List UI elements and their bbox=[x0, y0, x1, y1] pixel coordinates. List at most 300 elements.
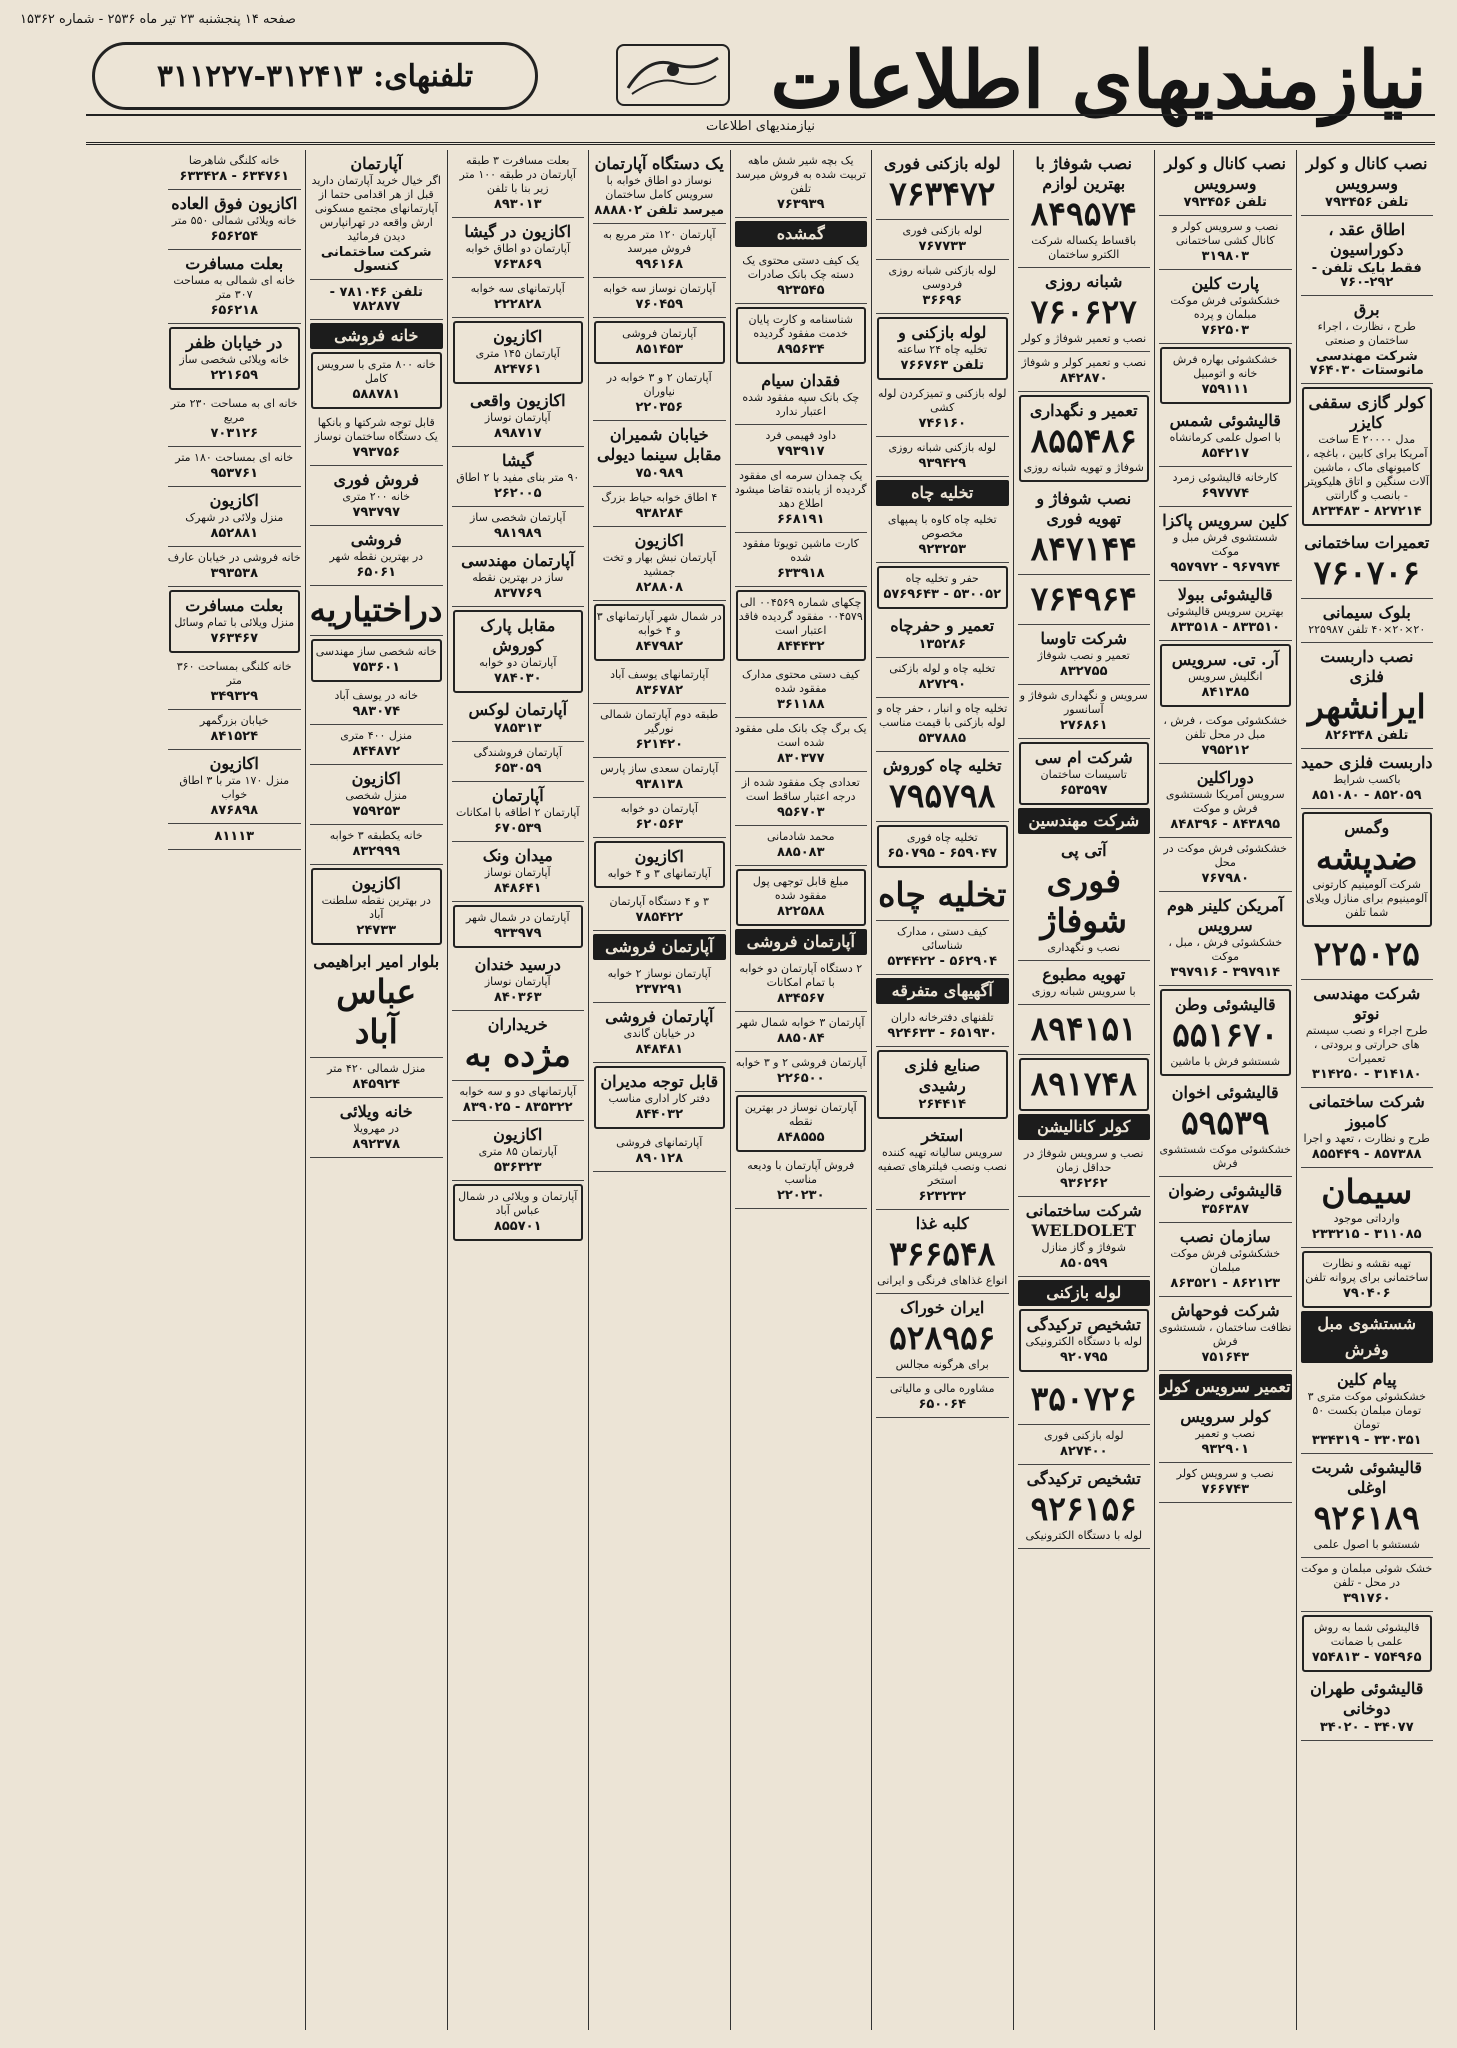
ad-heading: آپارتمان bbox=[491, 786, 544, 805]
classified-ad bbox=[1159, 710, 1292, 764]
classified-ad bbox=[1301, 930, 1434, 980]
classified-ad bbox=[876, 220, 1009, 260]
section-heading: لوله بازکنی bbox=[1018, 1280, 1151, 1306]
ad-body: تعمیر و نصب شوفاژ bbox=[1037, 649, 1130, 662]
ad-phone: ۹۲۰۷۹۵ bbox=[1059, 1350, 1108, 1365]
ad-phone: ۷۶۷۹۸۰ bbox=[1201, 871, 1250, 886]
ad-heading: آمریکن کلینر هوم سرویس bbox=[1167, 896, 1284, 935]
ad-phone: ۸۴۱۳۸۵ bbox=[1201, 685, 1250, 700]
ad-body: ۹۰ متر بنای مفید با ۲ اطاق bbox=[456, 471, 580, 484]
ad-heading: اکازیون bbox=[209, 754, 259, 773]
ad-phone: ۸۵۵۷۰۱ bbox=[493, 1219, 542, 1234]
ad-heading: آپارتمان مهندسی bbox=[461, 551, 575, 570]
page-info: صفحه ۱۴ پنجشنبه ۲۳ تیر ماه ۲۵۳۶ - شماره ۱۵۳۶۲ bbox=[20, 11, 296, 27]
ad-phone: ۲۳۷۲۹۱ bbox=[635, 982, 684, 997]
ad-phone: ۶۲۳۲۳۲ bbox=[918, 1189, 967, 1204]
ad-large-text: تخلیه چاه bbox=[878, 875, 1007, 914]
ad-phone: ۶۵۹۰۴۷ - ۶۵۰۷۹۵ bbox=[887, 846, 998, 861]
ad-body: آپارتمان در شمال شهر bbox=[465, 911, 570, 924]
classified-ad bbox=[452, 842, 585, 902]
ad-phone: ۸۹۸۷۱۷ bbox=[493, 426, 542, 441]
classified-ad bbox=[876, 1007, 1009, 1047]
ad-phone: ۷۵۳۶۰۱ bbox=[352, 660, 401, 675]
classified-ad bbox=[168, 190, 302, 250]
ad-heading: ایران خوراک bbox=[900, 1298, 985, 1317]
ad-phone: ۸۴۸۶۴۱ bbox=[493, 881, 542, 896]
classified-ad bbox=[877, 317, 1008, 380]
ad-body: شوفاژ و گاز منازل bbox=[1041, 1241, 1126, 1254]
classified-ad bbox=[1159, 1403, 1292, 1463]
classified-ad bbox=[594, 604, 725, 661]
ad-phone: ۸۶۲۱۲۳ - ۸۶۳۵۲۱ bbox=[1170, 1276, 1281, 1291]
ad-body: آپارتمان دو خوابه bbox=[620, 802, 698, 815]
ad-heading: آر. تی. سرویس bbox=[1171, 650, 1279, 669]
ad-large-text: مژده به bbox=[464, 1035, 571, 1074]
ad-body: آپارتمان نوساز bbox=[484, 866, 551, 879]
classified-ad bbox=[310, 412, 443, 466]
ad-columns bbox=[22, 150, 1437, 2030]
ad-body: طرح اجراء و نصب سیستم های حرارتی و برودتی ، تعمیرات bbox=[1305, 1024, 1428, 1065]
ad-body: مدل E ۲۰۰۰۰ ساخت آمریکا برای کابین ، باغچه ، کامیونهای ماک ، ماشین آلات سنگین و اتاق هلیکوپتر - بانصب و گارانتی bbox=[1304, 433, 1429, 502]
ad-phone: ۸۴۰۳۶۳ bbox=[493, 990, 542, 1005]
classified-ad bbox=[735, 718, 868, 772]
ad-phone: ۹۳۳۹۷۹ bbox=[493, 926, 542, 941]
ad-large-text: ۸۹۴۱۵۱ bbox=[1030, 1009, 1137, 1048]
ad-body: فروش آپارتمان با ودیعه مناسب bbox=[747, 1159, 855, 1186]
classified-ad bbox=[168, 750, 302, 824]
ad-heading: شرکت ساختمانی WELDOLET bbox=[1025, 1201, 1142, 1240]
ad-body: خانه شخصی ساز مهندسی bbox=[315, 645, 437, 658]
ad-large-text: ۵۹۵۳۹ bbox=[1180, 1103, 1270, 1142]
ad-column bbox=[305, 150, 447, 2030]
classified-ad bbox=[735, 250, 868, 304]
classified-ad bbox=[876, 437, 1009, 477]
ad-heading: کولر سرویس bbox=[1180, 1407, 1271, 1426]
classified-ad bbox=[452, 218, 585, 278]
classified-ad bbox=[452, 1081, 585, 1121]
ad-column bbox=[164, 150, 306, 2030]
ad-body: یک چمدان سرمه ای مفقود گردیده از یابنده تقاضا میشود اطلاع دهد bbox=[734, 469, 867, 510]
ad-body: در شمال شهر آپارتمانهای ۳ و ۴ خوابه bbox=[596, 610, 722, 637]
classified-ad bbox=[876, 1210, 1009, 1294]
classified-ad bbox=[168, 656, 302, 710]
classified-ad bbox=[1301, 749, 1434, 809]
ad-body: ساز در بهترین نقطه bbox=[472, 571, 564, 584]
ad-phone: ۲۶۴۴۱۴ bbox=[918, 1097, 967, 1112]
classified-ad bbox=[453, 321, 584, 384]
ad-heading: بلوک سیمانی bbox=[1322, 603, 1411, 622]
ad-large-text: ۷۶۴۹۶۴ bbox=[1030, 579, 1137, 618]
ad-phone: ۵۳۶۳۲۳ bbox=[493, 1160, 542, 1175]
classified-ad bbox=[1159, 407, 1292, 467]
classified-ad bbox=[1159, 581, 1292, 641]
ad-phone: ۷۶۳۸۶۹ bbox=[493, 257, 542, 272]
classified-ad bbox=[1018, 1465, 1151, 1549]
ad-phone: ۳۱۹۸۰۳ bbox=[1201, 249, 1250, 264]
classified-ad bbox=[452, 782, 585, 842]
ad-body: کیف دستی ، مدارک شناسائی bbox=[897, 925, 988, 952]
classified-ad bbox=[736, 869, 867, 926]
classified-ad bbox=[1301, 1675, 1434, 1741]
classified-ad bbox=[1159, 1297, 1292, 1371]
ad-body: شستشو فرش با ماشین bbox=[1170, 1055, 1281, 1068]
classified-ad bbox=[593, 224, 726, 278]
classified-ad bbox=[169, 590, 301, 653]
ad-body: انواع غذاهای فرنگی و ایرانی bbox=[877, 1274, 1008, 1287]
ad-body: آپارتمان نوساز سه خوابه bbox=[603, 282, 716, 295]
ad-body: ۴ اطاق خوابه حیاط بزرگ bbox=[601, 491, 718, 504]
ad-phone: ۱۳۵۲۸۶ bbox=[918, 637, 967, 652]
ad-body: آپارتمان دو خوابه bbox=[479, 656, 557, 669]
classified-ad bbox=[310, 150, 443, 280]
ad-body: قابل توجه شرکتها و بانکها یک دستگاه ساختمان نوساز bbox=[314, 416, 438, 443]
ad-heading: فروش فوری bbox=[333, 470, 419, 489]
ad-body: آپارتمان ۲ اطاقه با امکانات bbox=[456, 806, 580, 819]
ad-heading: پیام کلین bbox=[1336, 1370, 1397, 1389]
classified-ad bbox=[877, 566, 1008, 609]
classified-ad bbox=[1018, 1143, 1151, 1197]
classified-ad bbox=[876, 509, 1009, 563]
ad-phone: ۳۹۱۷۶۰ bbox=[1342, 1591, 1391, 1606]
ad-phone: ۷۶۰۴۵۹ bbox=[635, 297, 684, 312]
ad-phone: ۷۵۹۱۱۱ bbox=[1201, 382, 1250, 397]
section-heading: کولر کانالیشن bbox=[1018, 1114, 1151, 1140]
ad-phone: ۷۵۴۹۶۵ - ۷۵۴۸۱۳ bbox=[1311, 1650, 1422, 1665]
ad-heading: اکازیون bbox=[493, 1125, 543, 1144]
ad-phone: ۹۳۸۲۸۴ bbox=[635, 506, 684, 521]
classified-ad bbox=[1301, 599, 1434, 643]
ad-body: آپارتمانهای دو و سه خوابه bbox=[459, 1085, 577, 1098]
classified-ad bbox=[1301, 1366, 1434, 1454]
ad-large-text: ۷۶۰۷۰۶ bbox=[1313, 553, 1420, 592]
ad-phone: ۸۹۳۰۱۳ bbox=[493, 197, 542, 212]
ad-body: لوله بازکنی شبانه روزی فردوسی bbox=[888, 264, 997, 291]
ad-body: آپارتمان نبش بهار و تخت جمشید bbox=[602, 551, 716, 578]
ad-heading: در خیابان ظفر bbox=[186, 333, 283, 352]
classified-ad bbox=[1159, 1079, 1292, 1177]
ad-heading: تشخیص ترکیدگی bbox=[1026, 1469, 1141, 1488]
ad-body: نصب و نگهداری bbox=[1047, 941, 1121, 954]
classified-ad bbox=[735, 367, 868, 425]
ad-body: نصب و سرویس کولر bbox=[1176, 1467, 1274, 1480]
masthead-title: نیازمندیهای اطلاعات bbox=[770, 35, 1427, 126]
classified-ad bbox=[1018, 961, 1151, 1005]
ad-body: خانه یکطبقه ۳ خوابه bbox=[329, 829, 423, 842]
ad-phone: ۸۴۱۵۲۴ bbox=[210, 729, 259, 744]
ad-body: کیف دستی محتوی مدارک مفقود شده bbox=[741, 668, 860, 695]
ad-large-text: دراختیاریه bbox=[309, 590, 443, 629]
ad-body: طبقه دوم آپارتمان شمالی نورگیر bbox=[600, 708, 719, 735]
ad-body: آپارتمان فروشی bbox=[622, 327, 697, 340]
ad-phone: ۷۸۵۳۱۳ bbox=[493, 721, 542, 736]
classified-ad bbox=[1018, 268, 1151, 352]
classified-ad bbox=[452, 507, 585, 547]
ad-body: آپارتمانهای ۳ و ۴ خوابه bbox=[607, 867, 711, 880]
ad-heading: میدان ونک bbox=[482, 846, 553, 865]
ad-phone: ۹۶۷۹۷۴ - ۹۵۷۹۷۲ bbox=[1170, 560, 1281, 575]
ad-large-text: ۳۵۰۷۲۶ bbox=[1030, 1379, 1137, 1418]
ad-heading: تعمیر و حفرچاه bbox=[890, 616, 995, 635]
classified-ad bbox=[310, 1098, 443, 1158]
ad-body: لوله بازکنی و تمیزکردن لوله کشی bbox=[878, 387, 1007, 414]
classified-ad bbox=[1301, 1454, 1434, 1558]
ad-phone: ۶۵۶۲۵۴ bbox=[210, 229, 259, 244]
classified-ad bbox=[1159, 764, 1292, 838]
classified-ad bbox=[735, 1155, 868, 1209]
ad-body: خانه ای شمالی به مساحت ۳۰۷ متر bbox=[173, 274, 296, 301]
ad-phone: ۲۲۱۶۵۹ bbox=[210, 368, 259, 383]
ad-heading: شرکت مهندسی نوتو bbox=[1313, 984, 1421, 1023]
ad-phone: ۷۶۲۵۰۳ bbox=[1201, 323, 1250, 338]
classified-ad bbox=[735, 533, 868, 587]
classified-ad bbox=[168, 250, 302, 324]
ad-body: تهیه نقشه و نظارت ساختمانی برای پروانه تلفن bbox=[1305, 1257, 1429, 1284]
classified-ad bbox=[1019, 742, 1150, 805]
ad-heading: نصب شوفاژ و تهویه فوری bbox=[1036, 489, 1132, 528]
classified-ad bbox=[735, 772, 868, 826]
classified-ad bbox=[1018, 1425, 1151, 1465]
ad-phone: تلفن ۷۹۳۴۵۶ bbox=[1325, 195, 1409, 210]
ad-heading: فقدان سیام bbox=[761, 371, 841, 390]
ad-phone: ۹۵۶۷۰۳ bbox=[776, 805, 825, 820]
classified-ad bbox=[593, 278, 726, 318]
ad-body: داود فهیمی فرد bbox=[765, 429, 837, 442]
ad-phone: ۳۱۴۱۸۰ - ۳۱۴۲۵۰ bbox=[1311, 1067, 1422, 1082]
classified-ad bbox=[452, 278, 585, 318]
ad-large-text: سیمان bbox=[1321, 1172, 1413, 1211]
ad-phone: ۸۲۷۲۱۴ - ۸۲۳۴۸۳ bbox=[1311, 504, 1422, 519]
ad-heading: قالیشوئی طهران دوخانی bbox=[1310, 1679, 1424, 1718]
ad-body: یک برگ چک بانک ملی مفقود شده است bbox=[734, 722, 867, 749]
ad-phone: ۳۴۹۳۲۹ bbox=[210, 689, 259, 704]
ad-large-text: ۹۲۶۱۵۶ bbox=[1030, 1489, 1137, 1528]
ad-body: خانه ۸۰۰ متری با سرویس کامل bbox=[316, 358, 436, 385]
ad-phone: ۸۴۴۰۳۲ bbox=[635, 1107, 684, 1122]
masthead-emblem-logo bbox=[616, 44, 730, 106]
ad-phone: تلفن ۷۶۶۷۶۳ bbox=[900, 358, 984, 373]
ad-phone: ۹۹۶۱۶۸ bbox=[635, 257, 684, 272]
classified-ad bbox=[1159, 838, 1292, 892]
ad-body: تخلیه چاه و انبار ، حفر چاه و لوله بازکنی با قیمت مناسب bbox=[877, 702, 1008, 729]
ad-body: خشکشوئی بهاره فرش خانه و اتومبیل bbox=[1172, 353, 1278, 380]
classified-ad bbox=[1018, 575, 1151, 625]
ad-heading: اکازیون bbox=[209, 491, 259, 510]
ad-phone: ۲۷۶۸۶۱ bbox=[1059, 718, 1108, 733]
ad-phone: ۸۴۲۸۷۰ bbox=[1059, 371, 1108, 386]
ad-body: آپارتمان ۳ خوابه شمال شهر bbox=[737, 1016, 865, 1029]
ad-heading: بعلت مسافرت bbox=[185, 254, 284, 273]
ad-body: ۲ دستگاه آپارتمان دو خوابه با تمام امکانات bbox=[739, 962, 863, 989]
classified-ad bbox=[168, 447, 302, 487]
ad-heading: نصب کانال و کولر وسرویس bbox=[1305, 154, 1428, 193]
ad-phone: ۹۲۳۵۴۵ bbox=[776, 283, 825, 298]
ad-phone: ۸۵۰۵۹۹ bbox=[1059, 1256, 1108, 1271]
ad-body: ۳ و ۴ دستگاه آپارتمان bbox=[609, 895, 709, 908]
classified-ad bbox=[452, 387, 585, 447]
ad-body: سرویس و نگهداری شوفاژ و آسانسور bbox=[1019, 689, 1148, 716]
ad-phone: ۸۲۴۷۶۱ bbox=[493, 362, 542, 377]
ad-heading: اکازیون bbox=[493, 327, 543, 346]
ad-body: نصب و تعمیر کولر و شوفاژ bbox=[1021, 356, 1147, 369]
ad-body: آپارتمان نوساز در بهترین نقطه bbox=[744, 1101, 857, 1128]
classified-ad bbox=[594, 1066, 725, 1129]
classified-ad bbox=[452, 951, 585, 1011]
ad-body: برای هرگونه مجالس bbox=[895, 1358, 989, 1371]
classified-ad bbox=[1301, 1088, 1434, 1168]
ad-phone: ۷۶۳۴۶۷ bbox=[210, 631, 259, 646]
classified-ad bbox=[593, 1003, 726, 1063]
ad-heading: آتی پی bbox=[1060, 841, 1107, 860]
ad-large-text: ۷۶۰۶۲۷ bbox=[1030, 292, 1137, 331]
ad-body: مشاوره مالی و مالیاتی bbox=[889, 1382, 995, 1395]
classified-ad bbox=[876, 871, 1009, 921]
ad-heading: سازمان نصب bbox=[1179, 1227, 1271, 1246]
ad-large-text: ضدپشه bbox=[1315, 838, 1418, 877]
ad-heading: نصب کانال و کولر وسرویس bbox=[1164, 154, 1286, 193]
classified-ad bbox=[735, 425, 868, 465]
ad-body: خیابان بزرگمهر bbox=[199, 714, 269, 727]
ad-body: خانه در یوسف آباد bbox=[334, 689, 419, 702]
ad-phone: ۸۳۷۷۶۹ bbox=[493, 586, 542, 601]
classified-ad bbox=[168, 547, 302, 587]
classified-ad bbox=[310, 1058, 443, 1098]
ad-phone: ۵۳۷۸۸۵ bbox=[918, 731, 967, 746]
ad-heading: اکازیون واقعی bbox=[469, 391, 566, 410]
ad-phone: ۸۷۶۸۹۸ bbox=[210, 803, 259, 818]
ad-phone: ۸۴۳۸۹۵ - ۸۴۸۳۹۶ bbox=[1170, 817, 1281, 832]
ad-large-text: ۸۴۹۵۷۴ bbox=[1030, 194, 1137, 233]
ad-body: آپارتمان ۸۵ متری bbox=[478, 1145, 557, 1158]
ad-body: در بهترین نقطه شهر bbox=[329, 550, 424, 563]
ad-body: منزل ۴۰۰ متری bbox=[340, 729, 413, 742]
classified-ad bbox=[735, 664, 868, 718]
ad-phone: ۹۳۹۴۲۹ bbox=[918, 456, 967, 471]
classified-ad bbox=[310, 466, 443, 526]
ad-body: آپارتمان دو اطاق خوابه bbox=[465, 242, 571, 255]
ad-body: لوله با دستگاه الکترونیکی bbox=[1025, 1529, 1143, 1542]
ad-phone: ۸۹۲۳۷۸ bbox=[352, 1137, 401, 1152]
ad-body: کارت ماشین تویوتا مفقود شده bbox=[742, 537, 859, 564]
ad-phone: ۸۴۸۴۸۱ bbox=[635, 1042, 684, 1057]
ad-phone: ۶۹۷۷۷۴ bbox=[1201, 486, 1250, 501]
classified-ad bbox=[1018, 150, 1151, 268]
classified-ad bbox=[593, 798, 726, 838]
ad-phone: ۷۹۳۷۵۶ bbox=[352, 445, 401, 460]
ad-heading: اکازیون bbox=[634, 847, 684, 866]
classified-ad bbox=[310, 526, 443, 586]
classified-ad bbox=[876, 658, 1009, 698]
classified-ad bbox=[1018, 837, 1151, 961]
ad-phone: ۶۳۳۹۱۸ bbox=[776, 566, 825, 581]
ad-body: آپارتمانهای یوسف آباد bbox=[610, 668, 709, 681]
ad-body: خانه ای بمساحت ۱۸۰ متر bbox=[175, 451, 294, 464]
ad-phone: ۸۴۷۹۸۲ bbox=[635, 639, 684, 654]
ad-body: یک کیف دستی محتوی یک دسته چک بانک صادرات bbox=[742, 254, 860, 281]
ad-body: نصب و سرویس شوفاژ در حداقل زمان bbox=[1024, 1147, 1144, 1174]
classified-ad bbox=[168, 150, 302, 190]
classified-ad bbox=[311, 352, 442, 409]
classified-ad bbox=[876, 1378, 1009, 1418]
ad-body: دفتر کار اداری مناسب bbox=[608, 1092, 710, 1105]
classified-ad bbox=[1160, 644, 1291, 707]
classified-ad bbox=[1018, 1005, 1151, 1055]
section-heading: خانه فروشی bbox=[310, 323, 443, 349]
classified-ad bbox=[310, 825, 443, 865]
ad-phone: ۸۳۵۳۲۲ - ۸۳۹۰۲۵ bbox=[462, 1100, 573, 1115]
classified-ad bbox=[310, 765, 443, 825]
ad-body: ۲۰×۲۰×۴۰ تلفن ۲۲۵۹۸۷ bbox=[1308, 623, 1426, 636]
classified-ad bbox=[593, 758, 726, 798]
classified-ad bbox=[168, 710, 302, 750]
ad-phone: ۲۲۰۳۵۶ bbox=[635, 400, 684, 415]
classified-ad bbox=[876, 752, 1009, 822]
ad-column bbox=[871, 150, 1013, 2030]
classified-ad bbox=[452, 696, 585, 742]
classified-ad bbox=[168, 487, 302, 547]
ad-phone: فقط بایک تلفن - ۲۹۲-۷۶۰ bbox=[1311, 261, 1422, 290]
ad-heading: کلین سرویس پاکزا bbox=[1162, 511, 1289, 530]
ad-phone: میرسد تلفن ۸۸۸۸۰۲ bbox=[594, 203, 725, 218]
ad-phone: ۸۸۵۰۸۳ bbox=[776, 845, 825, 860]
ad-heading: قالیشوئی اخوان bbox=[1171, 1083, 1279, 1102]
ad-body: منزل شخصی bbox=[345, 789, 408, 802]
ad-phone: ۲۶۲۰۰۵ bbox=[493, 486, 542, 501]
ad-body: خشکشوئی فرش موکت مبلمان و پرده bbox=[1170, 294, 1281, 321]
ad-body: نوساز دو اطاق خوابه با سرویس کامل ساختمان bbox=[605, 174, 714, 201]
ad-body: در مهرویلا bbox=[353, 1122, 400, 1135]
ad-large-text: ایرانشهر bbox=[1307, 687, 1426, 726]
ad-body: خشکشوئی موکت شستشوی فرش bbox=[1159, 1143, 1291, 1170]
classified-ad bbox=[1159, 1463, 1292, 1503]
ad-phone: ۷۴۶۱۶۰ bbox=[918, 416, 967, 431]
classified-ad bbox=[876, 612, 1009, 658]
ad-large-text: ۲۲۵۰۲۵ bbox=[1313, 934, 1420, 973]
ad-phone: ۳۳۰۳۵۱ - ۳۳۴۳۱۹ bbox=[1311, 1433, 1422, 1448]
ad-body: وارداتی موجود bbox=[1333, 1212, 1400, 1225]
ad-heading: پارت کلین bbox=[1191, 274, 1260, 293]
classified-ad bbox=[877, 825, 1008, 868]
classified-ad bbox=[311, 868, 442, 945]
ad-phone: ۶۷۰۵۳۹ bbox=[493, 821, 542, 836]
classified-ad bbox=[1159, 507, 1292, 581]
ad-body: سرویس سالیانه تهیه کننده نصب ونصب فیلترهای تصفیه استخر bbox=[877, 1146, 1007, 1187]
section-heading: آپارتمان فروشی bbox=[735, 929, 868, 955]
classified-ad bbox=[735, 465, 868, 533]
classified-ad bbox=[593, 367, 726, 421]
ad-body: آپارتمان و ویلائی در شمال عباس آباد bbox=[458, 1190, 578, 1217]
ad-heading: لوله بازکنی فوری bbox=[883, 154, 1001, 173]
ad-phone: ۶۵۶۲۱۸ bbox=[210, 303, 259, 318]
classified-ad bbox=[1159, 892, 1292, 986]
ad-phone: ۶۵۰۶۱ bbox=[356, 565, 397, 580]
ad-body: طرح و نظارت ، تعهد و اجرا bbox=[1303, 1132, 1430, 1145]
ad-phone: ۶۶۸۱۹۱ bbox=[776, 512, 825, 527]
classified-ad bbox=[1018, 1197, 1151, 1277]
ad-large-text: ۵۲۸۹۵۶ bbox=[889, 1318, 996, 1357]
ad-phone: ۶۲۰۵۶۳ bbox=[635, 817, 684, 832]
classified-ad bbox=[593, 487, 726, 527]
ad-heading: اطاق عقد ، دکوراسیون bbox=[1328, 220, 1406, 259]
classified-ad bbox=[735, 150, 868, 218]
classified-ad bbox=[594, 841, 725, 888]
ad-phone: ۲۲۶۵۰۰ bbox=[776, 1071, 825, 1086]
ad-heading: اکازیون bbox=[351, 769, 401, 788]
ad-heading: کلبه غذا bbox=[915, 1214, 969, 1233]
ad-body: آپارتمانهای فروشی bbox=[616, 1136, 703, 1149]
ad-body: تخلیه چاه فوری bbox=[906, 831, 978, 844]
ad-body: تاسیسات ساختمان bbox=[1040, 768, 1127, 781]
classified-ad bbox=[452, 447, 585, 507]
